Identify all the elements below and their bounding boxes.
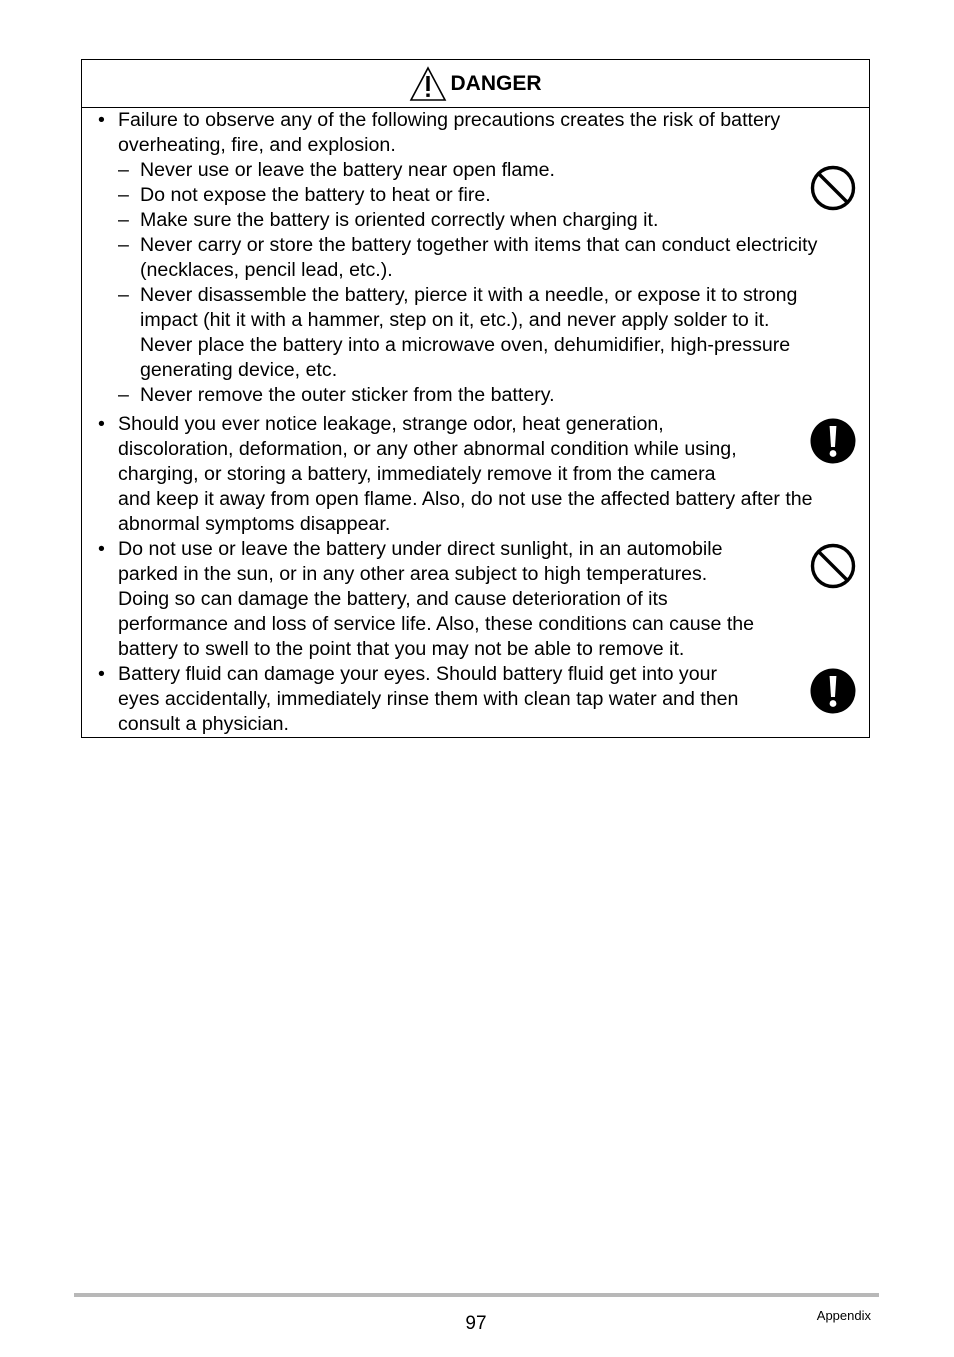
item-1-sub-3: Make sure the battery is oriented correctly when charging it. — [140, 209, 659, 231]
bullet: • — [98, 538, 105, 560]
item-1-line-1: Failure to observe any of the following precautions creates the risk of battery — [118, 109, 781, 131]
item-2-line-2: discoloration, deformation, or any other abnormal condition while using, — [118, 438, 737, 460]
bullet: • — [98, 413, 105, 435]
item-4-line-2: eyes accidentally, immediately rinse them with clean tap water and then — [118, 688, 739, 710]
item-1-sub-4-line-1: Never carry or store the battery together with items that can conduct electricity — [140, 234, 818, 256]
footer-rule — [74, 1293, 879, 1297]
bullet: • — [98, 663, 105, 685]
item-1-sub-5-line-1: Never disassemble the battery, pierce it with a needle, or expose it to strong — [140, 284, 798, 306]
item-2-line-1: Should you ever notice leakage, strange odor, heat generation, — [118, 413, 664, 435]
item-1-sub-4-line-2: (necklaces, pencil lead, etc.). — [140, 259, 393, 281]
item-4-line-1: Battery fluid can damage your eyes. Should battery fluid get into your — [118, 663, 718, 685]
item-1-sub-5-line-3: Never place the battery into a microwave oven, dehumidifier, high-pressure — [140, 334, 791, 356]
item-1-sub-1: Never use or leave the battery near open flame. — [140, 159, 555, 181]
dash: – — [118, 184, 129, 206]
item-3-line-3: Doing so can damage the battery, and cause deterioration of its — [118, 588, 668, 610]
danger-content — [82, 108, 869, 737]
section-name: Appendix — [816, 1308, 871, 1323]
dash: – — [118, 209, 129, 231]
prohibition-icon — [810, 165, 856, 211]
item-1-line-2: overheating, fire, and explosion. — [118, 134, 396, 156]
dash: – — [118, 384, 129, 406]
prohibition-icon — [810, 543, 856, 589]
item-3-line-2: parked in the sun, or in any other area subject to high temperatures. — [118, 563, 708, 585]
bullet: • — [98, 109, 105, 131]
item-2-line-5: abnormal symptoms disappear. — [118, 513, 391, 535]
item-1-sub-5-line-2: impact (hit it with a hammer, step on it, etc.), and never apply solder to it. — [140, 309, 770, 331]
danger-box — [81, 59, 870, 738]
item-1-sub-6: Never remove the outer sticker from the battery. — [140, 384, 555, 406]
danger-header — [82, 60, 869, 108]
item-2-line-3: charging, or storing a battery, immediately remove it from the camera — [118, 463, 716, 485]
item-3-line-1: Do not use or leave the battery under direct sunlight, in an automobile — [118, 538, 723, 560]
warning-triangle-icon — [409, 66, 447, 102]
item-3-line-4: performance and loss of service life. Also, these conditions can cause the — [118, 613, 755, 635]
item-2-line-4: and keep it away from open flame. Also, do not use the affected battery after the — [118, 488, 813, 510]
item-1-sub-5-line-4: generating device, etc. — [140, 359, 338, 381]
danger-title: DANGER — [450, 71, 542, 95]
item-3-line-5: battery to swell to the point that you may not be able to remove it. — [118, 638, 685, 660]
dash: – — [118, 159, 129, 181]
item-4-line-3: consult a physician. — [118, 713, 289, 735]
mandatory-exclamation-icon — [810, 668, 856, 714]
item-1-sub-2: Do not expose the battery to heat or fire. — [140, 184, 491, 206]
mandatory-exclamation-icon — [810, 418, 856, 464]
page-number: 97 — [465, 1313, 487, 1334]
dash: – — [118, 284, 129, 306]
dash: – — [118, 234, 129, 256]
